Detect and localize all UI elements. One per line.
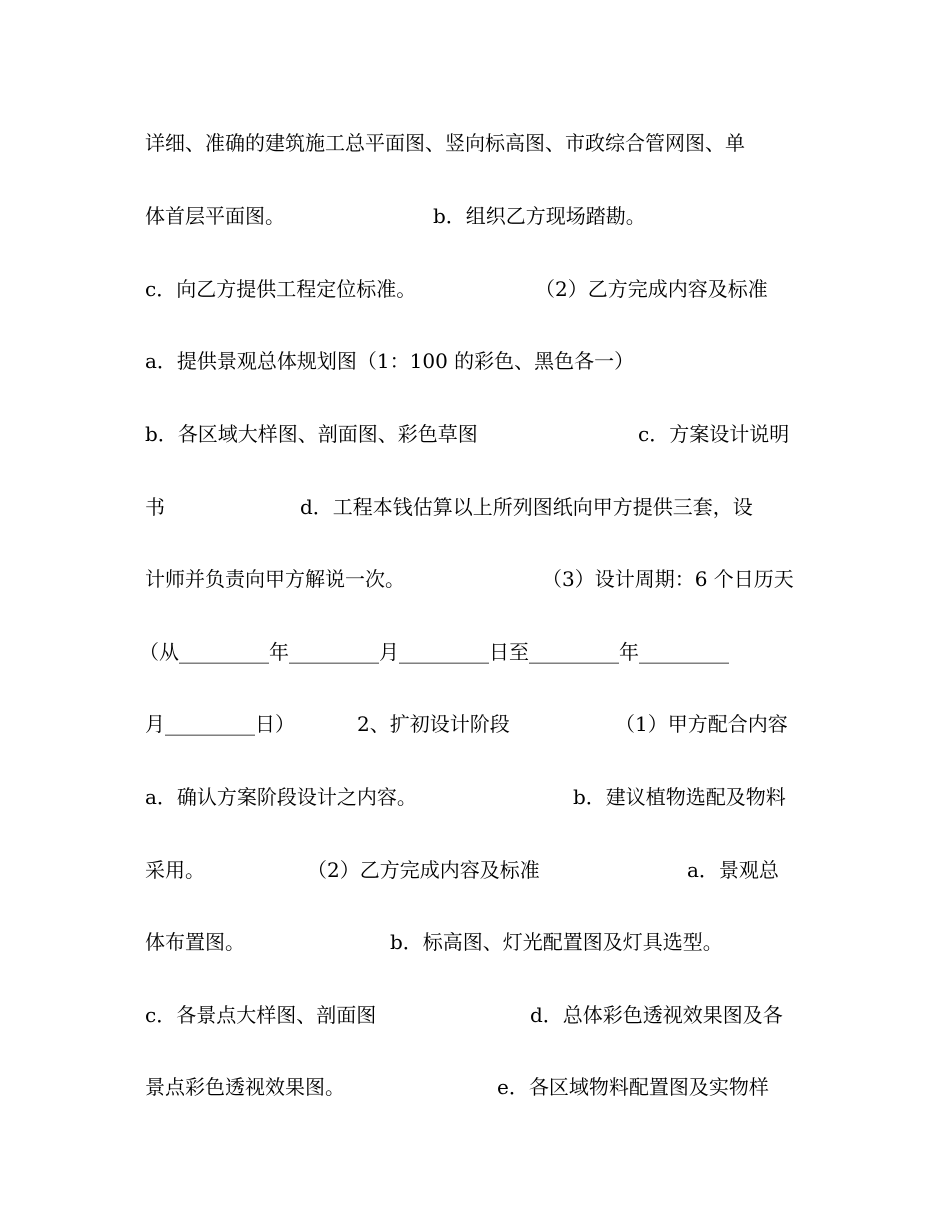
- text-segment: a．景观总: [687, 858, 779, 882]
- text-segment: b．各区域大样图、剖面图、彩色草图: [145, 422, 478, 446]
- text-segment: c．方案设计说明: [638, 422, 790, 446]
- text-segment: c．各景点大样图、剖面图: [145, 1003, 377, 1027]
- text-segment: （从_________年_________月_________日至_________年_________: [139, 640, 729, 664]
- text-line: [145, 492, 810, 522]
- text-line: [145, 201, 810, 231]
- text-segment: b．标高图、灯光配置图及灯具选型。: [390, 930, 723, 954]
- text-line: [145, 419, 810, 449]
- text-segment: a．提供景观总体规划图（1：100 的彩色、黑色各一）: [145, 349, 635, 373]
- text-segment: 景点彩色透视效果图。: [145, 1075, 345, 1099]
- text-segment: 体首层平面图。: [145, 204, 285, 228]
- text-segment: （3）设计周期：6 个日历天: [542, 567, 794, 591]
- text-line: [145, 1000, 810, 1030]
- text-segment: b．组织乙方现场踏勘。: [433, 204, 646, 228]
- text-line: [145, 927, 810, 957]
- text-line: [145, 709, 810, 739]
- text-segment: d．总体彩色透视效果图及各: [530, 1003, 783, 1027]
- text-segment: e．各区域物料配置图及实物样: [497, 1075, 769, 1099]
- text-segment: 计师并负责向甲方解说一次。: [145, 567, 405, 591]
- text-segment: 详细、准确的建筑施工总平面图、竖向标高图、市政综合管网图、单: [145, 131, 745, 155]
- text-segment: b．建议植物选配及物料: [573, 785, 786, 809]
- text-line: [145, 346, 810, 376]
- text-segment: 体布置图。: [145, 930, 245, 954]
- text-segment: a．确认方案阶段设计之内容。: [145, 785, 417, 809]
- text-segment: （2）乙方完成内容及标准: [307, 858, 540, 882]
- text-line: [145, 128, 810, 158]
- text-line: [145, 1072, 810, 1102]
- text-line: [145, 274, 810, 304]
- text-segment: 2、扩初设计阶段: [357, 712, 510, 736]
- text-segment: 月_________日）: [145, 712, 295, 736]
- text-segment: 采用。: [145, 858, 205, 882]
- text-line: [139, 637, 810, 667]
- text-line: [145, 782, 810, 812]
- text-segment: （1）甲方配合内容: [615, 712, 788, 736]
- text-segment: d．工程本钱估算以上所列图纸向甲方提供三套，设: [300, 495, 753, 519]
- text-segment: c．向乙方提供工程定位标准。: [145, 277, 417, 301]
- text-line: [145, 564, 810, 594]
- text-segment: （2）乙方完成内容及标准: [535, 277, 768, 301]
- text-line: [145, 855, 810, 885]
- text-segment: 书: [145, 495, 165, 519]
